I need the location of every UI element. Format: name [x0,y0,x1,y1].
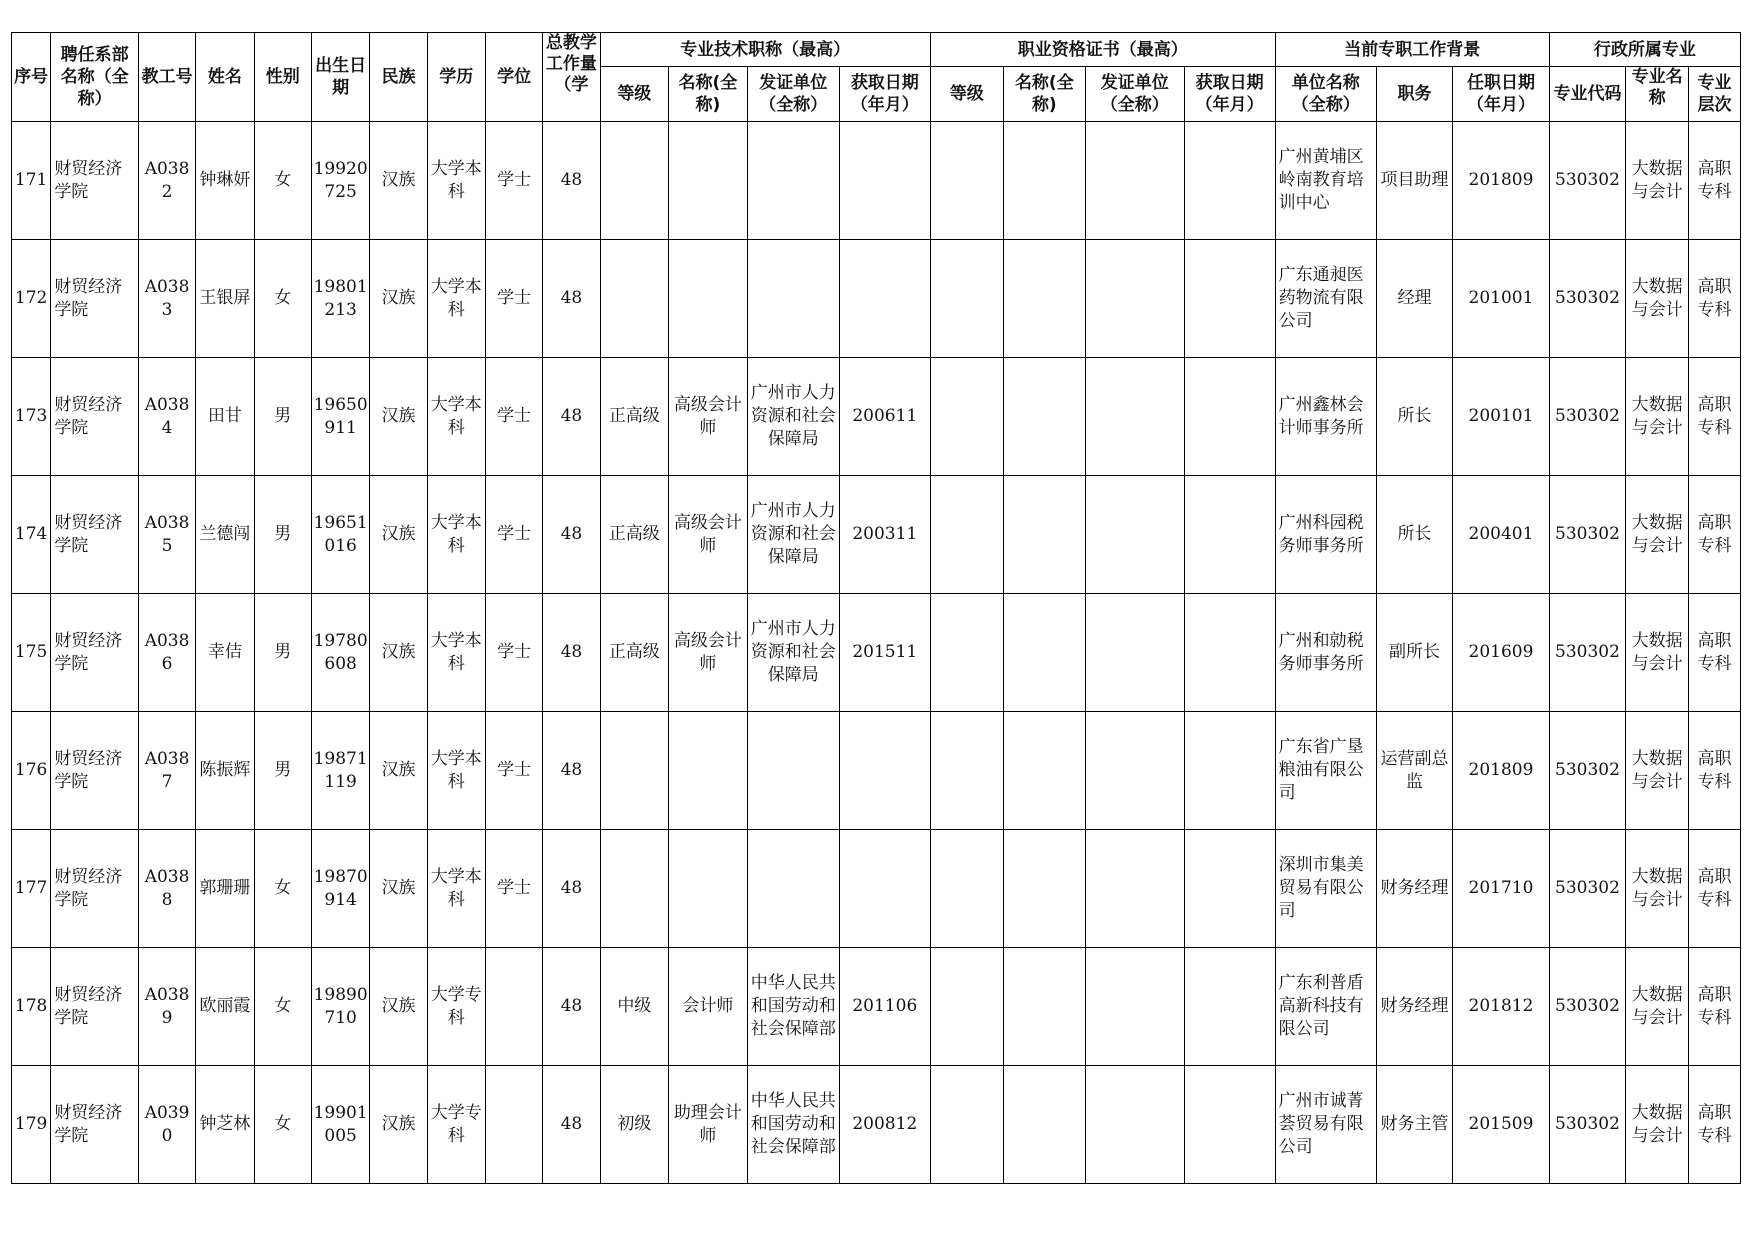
header-pro-issuer: 发证单位（全称） [747,67,839,122]
cell-qual-level [930,240,1003,358]
cell-major-code: 530302 [1549,358,1625,476]
cell-pro-name: 高级会计师 [669,476,748,594]
header-pro-name: 名称(全称) [669,67,748,122]
cell-seq: 174 [12,476,51,594]
cell-major-name: 大数据与会计 [1626,358,1689,476]
cell-work-position: 副所长 [1376,594,1452,712]
cell-qual-date [1184,948,1275,1066]
cell-pro-name [669,240,748,358]
cell-name: 钟芝林 [196,1066,254,1184]
table-row [12,594,1741,712]
cell-name: 幸佶 [196,594,254,712]
cell-degree: 学士 [486,122,543,240]
cell-degree: 学士 [486,240,543,358]
cell-pro-name [669,830,748,948]
cell-major-level: 高职专科 [1689,476,1741,594]
header-work-position: 职务 [1376,67,1452,122]
cell-work-date: 201809 [1453,122,1550,240]
cell-education: 大学本科 [427,830,485,948]
cell-qual-date [1184,830,1275,948]
header-major-code: 专业代码 [1549,67,1625,122]
cell-pro-issuer: 中华人民共和国劳动和社会保障部 [747,948,839,1066]
header-dept: 聘任系部名称（全称） [51,33,139,122]
cell-major-name: 大数据与会计 [1626,476,1689,594]
cell-seq: 176 [12,712,51,830]
cell-degree: 学士 [486,594,543,712]
cell-major-level: 高职专科 [1689,712,1741,830]
cell-pro-name: 高级会计师 [669,358,748,476]
cell-work-unit: 广州和勍税务师事务所 [1275,594,1376,712]
header-work-group: 当前专职工作背景 [1275,33,1549,67]
cell-qual-name [1003,122,1085,240]
cell-degree [486,948,543,1066]
cell-qual-issuer [1085,948,1184,1066]
header-pro-date: 获取日期（年月） [839,67,930,122]
cell-seq: 179 [12,1066,51,1184]
cell-ethnicity: 汉族 [370,594,427,712]
cell-pro-name [669,712,748,830]
header-major-name: 专业名称 [1626,67,1689,122]
cell-qual-name [1003,594,1085,712]
cell-major-code: 530302 [1549,712,1625,830]
cell-qual-level [930,122,1003,240]
cell-qual-date [1184,476,1275,594]
cell-education: 大学本科 [427,122,485,240]
cell-dept: 财贸经济学院 [51,830,139,948]
header-qual-date: 获取日期（年月） [1184,67,1275,122]
cell-work-unit: 广东通昶医药物流有限公司 [1275,240,1376,358]
cell-name: 兰德闯 [196,476,254,594]
cell-gender: 男 [254,358,311,476]
cell-staff-id: A0389 [138,948,195,1066]
table-row [12,1066,1741,1184]
table-row [12,712,1741,830]
cell-qual-level [930,594,1003,712]
cell-qual-date [1184,240,1275,358]
cell-major-name: 大数据与会计 [1626,594,1689,712]
table-row [12,358,1741,476]
cell-qual-date [1184,594,1275,712]
table-row [12,948,1741,1066]
cell-pro-date [839,240,930,358]
cell-birth: 19871119 [311,712,369,830]
cell-gender: 女 [254,1066,311,1184]
cell-qual-name [1003,476,1085,594]
table-row [12,830,1741,948]
cell-pro-date: 200611 [839,358,930,476]
cell-work-position: 财务经理 [1376,948,1452,1066]
cell-degree: 学士 [486,830,543,948]
cell-birth: 19801213 [311,240,369,358]
cell-work-position: 经理 [1376,240,1452,358]
cell-staff-id: A0383 [138,240,195,358]
cell-qual-date [1184,358,1275,476]
cell-name: 郭珊珊 [196,830,254,948]
cell-work-date: 200401 [1453,476,1550,594]
cell-birth: 19780608 [311,594,369,712]
cell-work-unit: 广州黄埔区岭南教育培训中心 [1275,122,1376,240]
cell-pro-name: 高级会计师 [669,594,748,712]
cell-major-code: 530302 [1549,594,1625,712]
cell-seq: 173 [12,358,51,476]
cell-staff-id: A0382 [138,122,195,240]
table-row [12,240,1741,358]
cell-ethnicity: 汉族 [370,358,427,476]
cell-workload: 48 [543,830,600,948]
cell-work-unit: 深圳市集美贸易有限公司 [1275,830,1376,948]
header-ethnicity: 民族 [370,33,427,122]
cell-work-unit: 广州科园税务师事务所 [1275,476,1376,594]
cell-workload: 48 [543,594,600,712]
cell-qual-name [1003,358,1085,476]
cell-pro-level [600,240,669,358]
cell-birth: 19650911 [311,358,369,476]
cell-education: 大学本科 [427,476,485,594]
header-qual-issuer: 发证单位（全称） [1085,67,1184,122]
cell-education: 大学本科 [427,594,485,712]
cell-staff-id: A0390 [138,1066,195,1184]
cell-work-position: 运营副总监 [1376,712,1452,830]
staff-table [11,32,1741,1184]
cell-major-name: 大数据与会计 [1626,948,1689,1066]
cell-qual-level [930,830,1003,948]
cell-degree: 学士 [486,476,543,594]
cell-major-code: 530302 [1549,1066,1625,1184]
cell-dept: 财贸经济学院 [51,948,139,1066]
cell-workload: 48 [543,122,600,240]
cell-ethnicity: 汉族 [370,830,427,948]
header-qual-name: 名称(全称) [1003,67,1085,122]
cell-workload: 48 [543,948,600,1066]
cell-major-level: 高职专科 [1689,240,1741,358]
header-major-level: 专业层次 [1689,67,1741,122]
cell-seq: 171 [12,122,51,240]
cell-pro-date: 201511 [839,594,930,712]
table-row [12,476,1741,594]
cell-education: 大学本科 [427,358,485,476]
cell-pro-issuer: 广州市人力资源和社会保障局 [747,358,839,476]
cell-education: 大学专科 [427,1066,485,1184]
cell-work-position: 财务经理 [1376,830,1452,948]
cell-work-unit: 广州鑫林会计师事务所 [1275,358,1376,476]
cell-qual-level [930,948,1003,1066]
cell-work-position: 所长 [1376,476,1452,594]
cell-qual-level [930,476,1003,594]
cell-dept: 财贸经济学院 [51,240,139,358]
header-staff-id: 教工号 [138,33,195,122]
cell-dept: 财贸经济学院 [51,712,139,830]
cell-staff-id: A0387 [138,712,195,830]
cell-seq: 178 [12,948,51,1066]
cell-pro-level: 正高级 [600,594,669,712]
cell-work-unit: 广东利普盾高新科技有限公司 [1275,948,1376,1066]
cell-education: 大学本科 [427,240,485,358]
cell-pro-date [839,712,930,830]
cell-work-date: 201001 [1453,240,1550,358]
cell-pro-name: 会计师 [669,948,748,1066]
header-work-unit: 单位名称（全称） [1275,67,1376,122]
cell-dept: 财贸经济学院 [51,122,139,240]
cell-pro-date [839,122,930,240]
header-name: 姓名 [196,33,254,122]
cell-qual-name [1003,712,1085,830]
cell-pro-issuer: 广州市人力资源和社会保障局 [747,594,839,712]
cell-name: 钟琳妍 [196,122,254,240]
cell-major-level: 高职专科 [1689,1066,1741,1184]
cell-name: 王银屏 [196,240,254,358]
cell-pro-name: 助理会计师 [669,1066,748,1184]
cell-birth: 19890710 [311,948,369,1066]
cell-qual-level [930,1066,1003,1184]
cell-gender: 女 [254,122,311,240]
cell-qual-issuer [1085,358,1184,476]
cell-qual-level [930,358,1003,476]
cell-qual-issuer [1085,122,1184,240]
cell-dept: 财贸经济学院 [51,476,139,594]
cell-major-name: 大数据与会计 [1626,122,1689,240]
cell-work-date: 201710 [1453,830,1550,948]
cell-work-position: 所长 [1376,358,1452,476]
cell-pro-level: 初级 [600,1066,669,1184]
cell-degree: 学士 [486,712,543,830]
cell-seq: 172 [12,240,51,358]
cell-pro-level [600,122,669,240]
cell-qual-level [930,712,1003,830]
cell-major-level: 高职专科 [1689,594,1741,712]
cell-workload: 48 [543,1066,600,1184]
header-work-date: 任职日期（年月） [1453,67,1550,122]
cell-major-level: 高职专科 [1689,830,1741,948]
cell-education: 大学专科 [427,948,485,1066]
header-qual-group: 职业资格证书（最高） [930,33,1275,67]
header-gender: 性别 [254,33,311,122]
cell-workload: 48 [543,240,600,358]
cell-work-date: 200101 [1453,358,1550,476]
cell-qual-issuer [1085,476,1184,594]
cell-pro-issuer [747,240,839,358]
cell-pro-date: 201106 [839,948,930,1066]
cell-work-position: 项目助理 [1376,122,1452,240]
cell-gender: 男 [254,476,311,594]
cell-major-level: 高职专科 [1689,948,1741,1066]
cell-pro-issuer [747,830,839,948]
cell-pro-date [839,830,930,948]
cell-gender: 女 [254,948,311,1066]
cell-name: 欧丽霞 [196,948,254,1066]
cell-qual-issuer [1085,830,1184,948]
cell-qual-date [1184,122,1275,240]
cell-ethnicity: 汉族 [370,1066,427,1184]
cell-qual-date [1184,712,1275,830]
cell-staff-id: A0388 [138,830,195,948]
cell-education: 大学本科 [427,712,485,830]
cell-work-unit: 广州市诚菁荟贸易有限公司 [1275,1066,1376,1184]
header-education: 学历 [427,33,485,122]
header-seq: 序号 [12,33,51,122]
header-pro-level: 等级 [600,67,669,122]
header-workload: 总教学工作量（学 [543,33,600,122]
cell-major-name: 大数据与会计 [1626,830,1689,948]
cell-staff-id: A0385 [138,476,195,594]
cell-birth: 19901005 [311,1066,369,1184]
cell-gender: 男 [254,712,311,830]
cell-major-level: 高职专科 [1689,358,1741,476]
cell-ethnicity: 汉族 [370,712,427,830]
cell-workload: 48 [543,358,600,476]
cell-major-code: 530302 [1549,122,1625,240]
cell-pro-issuer: 中华人民共和国劳动和社会保障部 [747,1066,839,1184]
header-degree: 学位 [486,33,543,122]
cell-workload: 48 [543,712,600,830]
header-birth: 出生日期 [311,33,369,122]
cell-staff-id: A0384 [138,358,195,476]
cell-work-date: 201809 [1453,712,1550,830]
cell-pro-level: 正高级 [600,358,669,476]
cell-qual-name [1003,1066,1085,1184]
cell-qual-date [1184,1066,1275,1184]
cell-work-date: 201812 [1453,948,1550,1066]
cell-gender: 男 [254,594,311,712]
cell-work-unit: 广东省广垦粮油有限公司 [1275,712,1376,830]
cell-pro-issuer [747,712,839,830]
cell-pro-issuer: 广州市人力资源和社会保障局 [747,476,839,594]
cell-qual-issuer [1085,1066,1184,1184]
table-row [12,122,1741,240]
cell-major-code: 530302 [1549,830,1625,948]
cell-degree [486,1066,543,1184]
cell-gender: 女 [254,830,311,948]
cell-birth: 19920725 [311,122,369,240]
cell-pro-date: 200812 [839,1066,930,1184]
cell-qual-issuer [1085,594,1184,712]
cell-major-name: 大数据与会计 [1626,240,1689,358]
cell-dept: 财贸经济学院 [51,358,139,476]
cell-degree: 学士 [486,358,543,476]
table-body [12,122,1741,1184]
cell-workload: 48 [543,476,600,594]
cell-pro-level: 中级 [600,948,669,1066]
cell-major-name: 大数据与会计 [1626,1066,1689,1184]
cell-pro-issuer [747,122,839,240]
cell-dept: 财贸经济学院 [51,1066,139,1184]
cell-qual-name [1003,948,1085,1066]
cell-birth: 19651016 [311,476,369,594]
cell-pro-level [600,712,669,830]
cell-ethnicity: 汉族 [370,122,427,240]
cell-major-level: 高职专科 [1689,122,1741,240]
cell-ethnicity: 汉族 [370,948,427,1066]
cell-qual-name [1003,830,1085,948]
cell-major-code: 530302 [1549,476,1625,594]
cell-seq: 175 [12,594,51,712]
cell-pro-name [669,122,748,240]
cell-ethnicity: 汉族 [370,476,427,594]
cell-staff-id: A0386 [138,594,195,712]
header-pro-title-group: 专业技术职称（最高） [600,33,930,67]
cell-name: 陈振辉 [196,712,254,830]
cell-qual-name [1003,240,1085,358]
cell-work-date: 201509 [1453,1066,1550,1184]
header-admin-group: 行政所属专业 [1549,33,1740,67]
cell-work-date: 201609 [1453,594,1550,712]
cell-pro-date: 200311 [839,476,930,594]
cell-pro-level: 正高级 [600,476,669,594]
cell-major-code: 530302 [1549,948,1625,1066]
cell-name: 田甘 [196,358,254,476]
cell-work-position: 财务主管 [1376,1066,1452,1184]
cell-dept: 财贸经济学院 [51,594,139,712]
cell-qual-issuer [1085,712,1184,830]
cell-gender: 女 [254,240,311,358]
cell-qual-issuer [1085,240,1184,358]
cell-pro-level [600,830,669,948]
cell-major-code: 530302 [1549,240,1625,358]
cell-major-name: 大数据与会计 [1626,712,1689,830]
header-qual-level: 等级 [930,67,1003,122]
cell-birth: 19870914 [311,830,369,948]
cell-seq: 177 [12,830,51,948]
cell-ethnicity: 汉族 [370,240,427,358]
